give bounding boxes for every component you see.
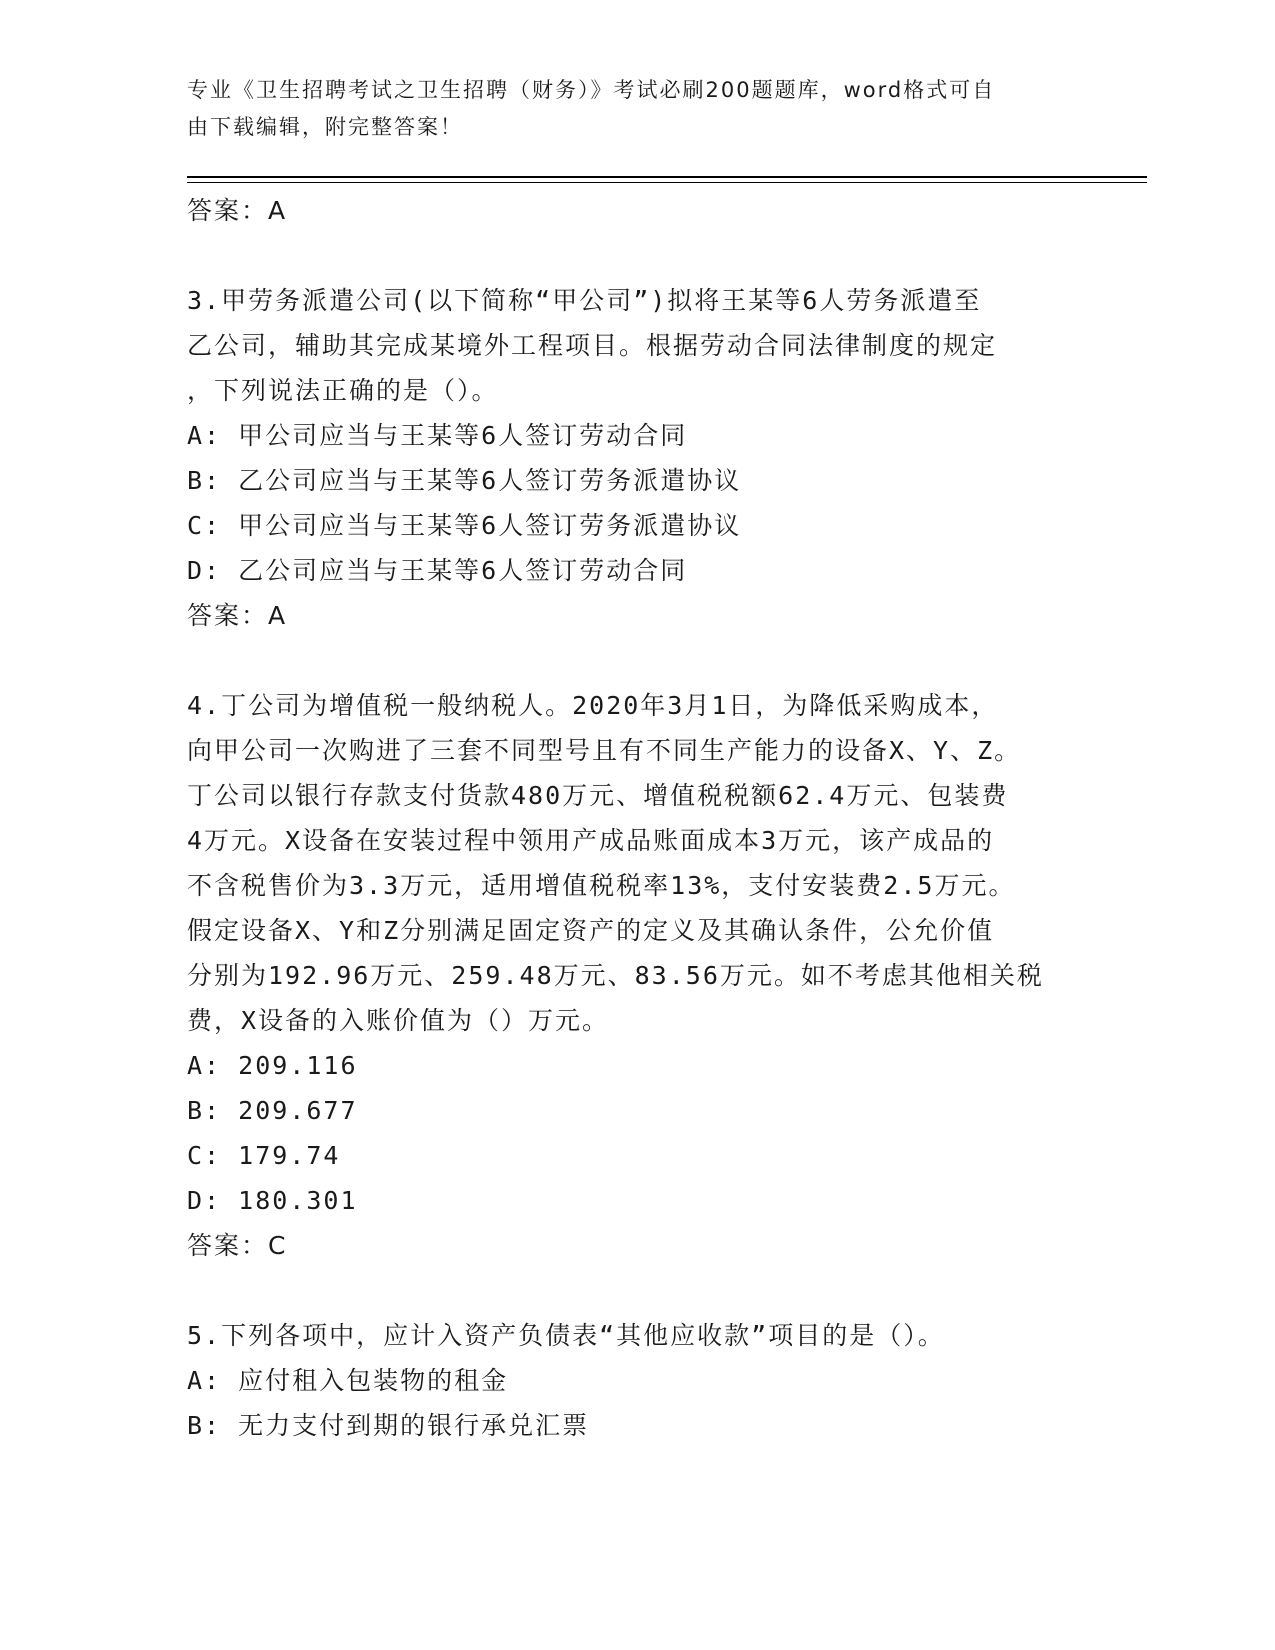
question-stem-line: 费，X设备的入账价值为（）万元。: [187, 1006, 610, 1035]
option-a: A: 甲公司应当与王某等6人签订劳动合同: [187, 421, 688, 450]
question-stem-line: 3.甲劳务派遣公司(以下简称“甲公司”)拟将王某等6人劳务派遣至: [187, 286, 982, 315]
question-stem-line: 丁公司以银行存款支付货款480万元、增值税税额62.4万元、包装费: [187, 781, 1009, 810]
question-stem-line: 4万元。X设备在安装过程中领用产成品账面成本3万元，该产成品的: [187, 826, 995, 855]
option-d: D: 180.301: [187, 1186, 358, 1215]
question-5: [187, 1313, 1087, 1448]
question-stem-line: 乙公司，辅助其完成某境外工程项目。根据劳动合同法律制度的规定: [187, 331, 998, 360]
option-a: A: 209.116: [187, 1051, 358, 1080]
header-line-2: 由下载编辑，附完整答案！: [187, 115, 463, 139]
spacer: [187, 233, 1087, 278]
header-line-1: 专业《卫生招聘考试之卫生招聘（财务）》考试必刷200题题库，word格式可自: [187, 78, 996, 102]
spacer: [187, 1268, 1087, 1313]
header-divider: [187, 176, 1147, 178]
header-divider-thin: [187, 182, 1147, 183]
option-d: D: 乙公司应当与王某等6人签订劳动合同: [187, 556, 688, 585]
option-c: C: 179.74: [187, 1141, 341, 1170]
question-3: [187, 278, 1087, 638]
answer: 答案：A: [187, 601, 288, 630]
question-stem-line: 分别为192.96万元、259.48万元、83.56万元。如不考虑其他相关税: [187, 961, 1044, 990]
answer-prev: 答案：A: [187, 196, 288, 225]
question-stem-line: 假定设备X、Y和Z分别满足固定资产的定义及其确认条件，公允价值: [187, 916, 995, 945]
option-c: C: 甲公司应当与王某等6人签订劳务派遣协议: [187, 511, 742, 540]
question-4: [187, 683, 1087, 1268]
question-stem-line: 4.丁公司为增值税一般纳税人。2020年3月1日，为降低采购成本，: [187, 691, 999, 720]
option-b: B: 209.677: [187, 1096, 358, 1125]
question-stem-line: 不含税售价为3.3万元，适用增值税税率13%，支付安装费2.5万元。: [187, 871, 1016, 900]
option-b: B: 无力支付到期的银行承兑汇票: [187, 1411, 590, 1440]
spacer: [187, 638, 1087, 683]
question-stem-line: 5.下列各项中，应计入资产负债表“其他应收款”项目的是（）。: [187, 1321, 945, 1350]
page-header: [187, 72, 1067, 146]
question-stem-line: 向甲公司一次购进了三套不同型号且有不同生产能力的设备X、Y、Z。: [187, 736, 1022, 765]
answer: 答案：C: [187, 1231, 288, 1260]
question-stem-line: ，下列说法正确的是（）。: [187, 376, 499, 405]
document-body: [187, 188, 1087, 1448]
option-a: A: 应付租入包装物的租金: [187, 1366, 509, 1395]
option-b: B: 乙公司应当与王某等6人签订劳务派遣协议: [187, 466, 742, 495]
